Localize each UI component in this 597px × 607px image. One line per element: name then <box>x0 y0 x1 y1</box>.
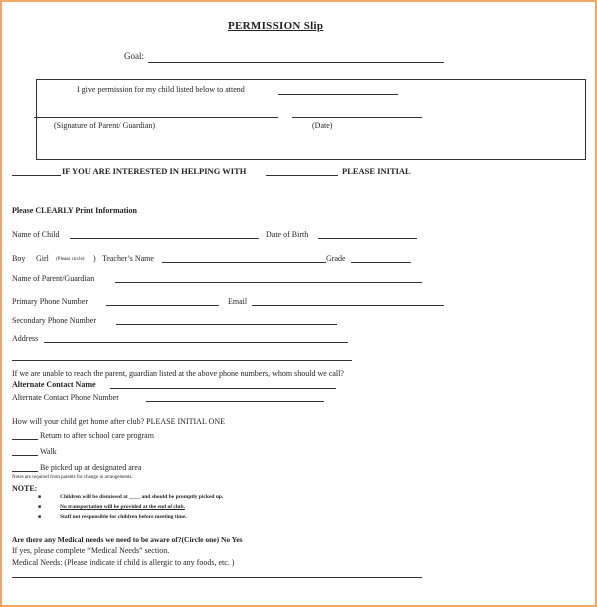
note-bullet-1: Children will be dismissed at ____ and should be promptly picked up. <box>60 494 224 500</box>
note-bullet-2: No transportation will be provided at the end of club. <box>60 504 185 510</box>
girl-label: Girl <box>36 254 49 263</box>
child-name-label: Name of Child <box>12 230 60 239</box>
alt-contact-phone-label: Alternate Contact Phone Number <box>12 393 119 402</box>
program-field[interactable] <box>278 94 398 95</box>
parent-name-label: Name of Parent/Guardian <box>12 274 95 283</box>
page-title: PERMISSION Slip <box>228 20 324 32</box>
bullet-icon: ■ <box>38 495 42 500</box>
signature-label: (Signature of Parent/ Guardian) <box>54 121 156 130</box>
child-name-field[interactable] <box>70 238 259 239</box>
goal-field[interactable] <box>148 62 444 63</box>
paren-close: ) <box>93 254 96 263</box>
alt-contact-phone-field[interactable] <box>146 401 324 402</box>
goal-label: Goal: <box>124 51 144 61</box>
alt-contact-name-field[interactable] <box>110 388 336 389</box>
parent-name-field[interactable] <box>115 282 422 283</box>
bullet-icon: ■ <box>38 515 42 520</box>
boy-label: Boy <box>12 254 26 263</box>
note-bullet-3: Staff not responsible for children before meeting time. <box>60 514 187 520</box>
pickup-option: Be picked up at designated area <box>40 463 142 472</box>
medical-needs-label: Medical Needs: (Please indicate if child is allergic to any foods, etc. ) <box>12 558 235 567</box>
medical-complete-text: If yes, please complete “Medical Needs” section. <box>12 546 170 555</box>
dob-field[interactable] <box>318 238 417 239</box>
address-field[interactable] <box>44 342 348 343</box>
primary-phone-field[interactable] <box>106 305 219 306</box>
grade-field[interactable] <box>351 262 411 263</box>
notes-small-text: Notes are required from parents for change in arrangements. <box>12 475 133 480</box>
signature-field[interactable] <box>34 117 278 118</box>
date-field[interactable] <box>292 117 422 118</box>
medical-needs-field[interactable] <box>12 577 422 578</box>
interest-text: IF YOU ARE INTERESTED IN HELPING WITH <box>62 166 247 176</box>
pickup-initial-field[interactable] <box>12 471 38 472</box>
teacher-field[interactable] <box>162 262 326 263</box>
address-field-2[interactable] <box>12 360 352 361</box>
secondary-phone-label: Secondary Phone Number <box>12 316 96 325</box>
grade-label: Grade <box>326 254 346 263</box>
dob-label: Date of Birth <box>266 230 309 239</box>
email-label: Email <box>228 297 248 306</box>
permission-text: I give permission for my child listed below to attend <box>77 85 245 94</box>
walk-initial-field[interactable] <box>12 455 38 456</box>
secondary-phone-field[interactable] <box>116 324 337 325</box>
primary-phone-label: Primary Phone Number <box>12 297 88 306</box>
interest-activity-field[interactable] <box>266 175 338 176</box>
interest-initial-field[interactable] <box>12 175 61 176</box>
alt-contact-name-label: Alternate Contact Name <box>12 380 96 389</box>
date-label: (Date) <box>312 121 333 130</box>
return-initial-field[interactable] <box>12 439 38 440</box>
unable-reach-text: If we are unable to reach the parent, guardian listed at the above phone numbers, whom should we call? <box>12 369 344 378</box>
bullet-icon: ■ <box>38 505 42 510</box>
print-heading: Please CLEARLY Print Information <box>12 206 137 215</box>
note-label: NOTE: <box>12 484 38 493</box>
how-home-text: How will your child get home after club? PLEASE INITIAL ONE <box>12 417 225 426</box>
interest-tail: PLEASE INITIAL <box>342 166 411 176</box>
medical-question: Are there any Medical needs we need to be aware of?(Circle one) No Yes <box>12 535 243 544</box>
address-label: Address <box>12 334 39 343</box>
teacher-label: Teacher’s Name <box>102 254 154 263</box>
walk-option: Walk <box>40 447 57 456</box>
circle-one-note: (Please circle) <box>56 257 85 262</box>
email-field[interactable] <box>252 305 444 306</box>
return-option: Return to after school care program <box>40 431 154 440</box>
